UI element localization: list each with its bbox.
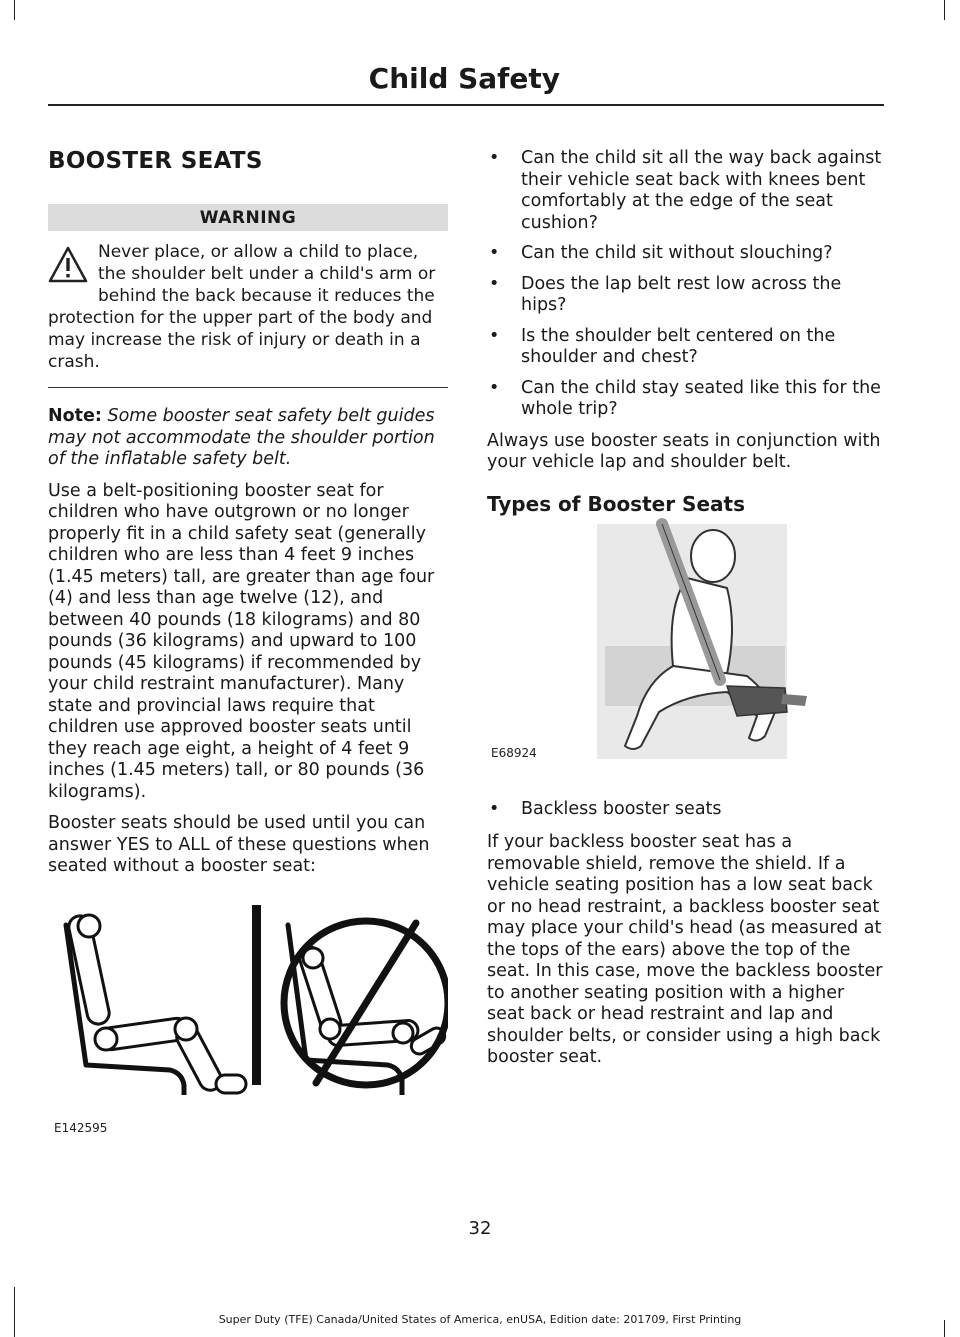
list-item: • Backless booster seats bbox=[489, 799, 722, 819]
body-paragraph-4: If your backless booster seat has a removable shield, remove the shield. If a vehicle seating position has a low seat back or no head restraint, a backless booster seat may place your child's head (as measured at the tops of the ears) above the top of the seat. In this case, move the backless booster to another seating position with a higher seat back or head restraint and lap and shoulder belts, or consider using a high back booster seat. bbox=[487, 832, 883, 1067]
page-number: 32 bbox=[468, 1218, 492, 1239]
list-item: • Can the child sit all the way back against their vehicle seat back with knees bent comfortably at the edge of the seat cushion? bbox=[489, 148, 882, 233]
list-item: • Is the shoulder belt centered on the shoulder and chest? bbox=[489, 325, 836, 367]
booster-seat-illustration bbox=[487, 516, 887, 766]
bullet-glyph: • bbox=[489, 243, 500, 263]
warning-box bbox=[48, 204, 448, 388]
list-item: • Does the lap belt rest low across the hips? bbox=[489, 273, 842, 315]
warning-rule bbox=[48, 387, 448, 388]
list-item: • Can the child stay seated like this for the whole trip? bbox=[489, 377, 881, 419]
right-column bbox=[487, 140, 887, 1067]
warning-body bbox=[48, 241, 448, 373]
warning-triangle-icon bbox=[48, 245, 88, 285]
body-paragraph-3: Always use booster seats in conjunction with your vehicle lap and shoulder belt. bbox=[487, 430, 881, 472]
page-footer: Super Duty (TFE) Canada/United States of America, enUSA, Edition date: 201709, First Printing bbox=[218, 1313, 742, 1326]
note-text: Some booster seat safety belt guides may not accommodate the shoulder portion of the inflatable safety belt. bbox=[48, 406, 435, 469]
seating-posture-figure bbox=[48, 895, 448, 1095]
booster-type-list bbox=[487, 799, 887, 830]
subsection-heading: Types of Booster Seats bbox=[487, 491, 745, 516]
body-paragraph-2: Booster seats should be used until you can answer YES to ALL of these questions when seated without a booster seat: bbox=[48, 813, 430, 876]
body-paragraph-1: Use a belt-positioning booster seat for children who have outgrown or no longer properly fit in a child safety seat (generally children who are less than 4 feet 9 inches (1.45 meters) tall, are greater than age four (4) and less than age twelve (12), and between 40 pounds (18 kilograms) and 80 pounds (36 kilograms) and upward to 100 pounds (45 kilograms) if recommended by your child restraint manufacturer). Many state and provincial laws require that children use approved booster seats until they reach age eight, a height of 4 feet 9 inches (1.45 meters) tall, or 80 pounds (36 kilograms). bbox=[48, 480, 435, 802]
correct-posture-illustration bbox=[66, 914, 246, 1095]
bullet-glyph: • bbox=[489, 273, 500, 294]
note-paragraph bbox=[48, 406, 448, 471]
section-heading: BOOSTER SEATS bbox=[48, 148, 263, 174]
page-header-title: Child Safety bbox=[368, 62, 560, 95]
header-rule bbox=[48, 104, 884, 106]
crop-mark-top-left bbox=[14, 0, 15, 20]
figure-label-left: E142595 bbox=[54, 1121, 108, 1135]
bullet-glyph: • bbox=[489, 799, 500, 819]
bullet-glyph: • bbox=[489, 377, 500, 398]
warning-text: Never place, or allow a child to place, the shoulder belt under a child's arm or behind the back because it reduces the protection for the upper part of the body and may increase the risk of injury or death in a crash. bbox=[48, 242, 436, 372]
figure-label-right: E68924 bbox=[491, 746, 537, 760]
warning-label: WARNING bbox=[48, 204, 448, 231]
note-label: Note: bbox=[48, 406, 102, 426]
list-item: • Can the child sit without slouching? bbox=[489, 243, 833, 263]
bullet-glyph: • bbox=[489, 148, 500, 168]
bullet-glyph: • bbox=[489, 325, 500, 346]
crop-mark-top-right bbox=[944, 0, 945, 20]
left-column bbox=[48, 140, 448, 1135]
crop-mark-bottom-left bbox=[14, 1287, 15, 1337]
question-list bbox=[487, 148, 887, 421]
divider-bar bbox=[252, 905, 261, 1085]
incorrect-posture-illustration bbox=[284, 921, 448, 1095]
